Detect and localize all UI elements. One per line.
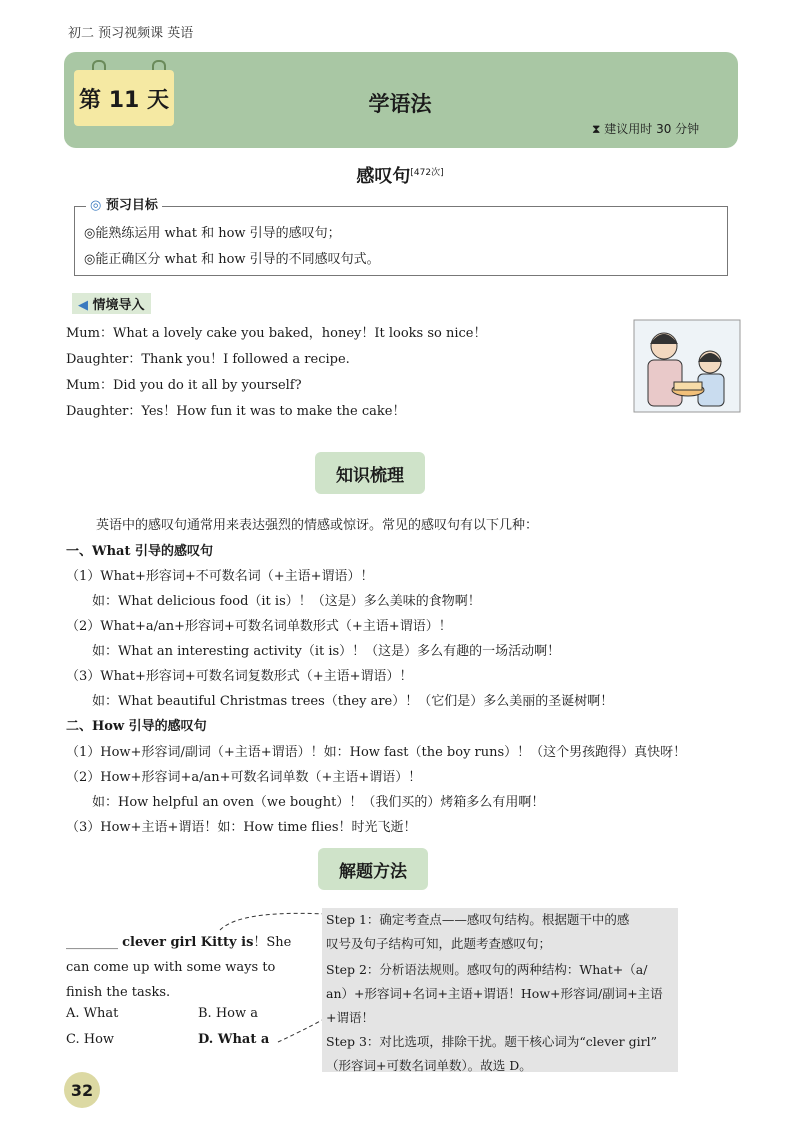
rule-line: （2）What+a/an+形容词+可数名词单数形式（+主语+谓语）！	[66, 619, 452, 634]
step-line: an）+形容词+名词+主语+谓语！How+形容词/副词+主语	[326, 986, 663, 1001]
scene-label	[72, 293, 151, 314]
example-line: 如：How helpful an oven（we bought）！（我们买的）烤箱多么有用啊！	[92, 795, 545, 810]
dialog-line: Daughter：Thank you！I followed a recipe.	[66, 352, 350, 367]
dialog-line: Mum：Did you do it all by yourself?	[66, 378, 302, 393]
mother-daughter-cake-illustration	[632, 318, 742, 414]
dialog-line: Mum：What a lovely cake you baked，honey！It looks so nice！	[66, 326, 487, 341]
question-text: ！She can come up with some ways to finish the tasks.	[66, 935, 292, 1000]
banner-title: 学语法	[368, 92, 432, 116]
section-count: 472次	[413, 168, 441, 178]
scene-label-text: 情境导入	[92, 298, 145, 313]
step-line: Step 2：分析语法规则。感叹句的两种结构：What+（a/	[326, 962, 648, 977]
step-line: Step 1：确定考查点——感叹句结构。根据题干中的感	[326, 912, 630, 927]
hourglass-icon: ⧗	[592, 122, 601, 136]
dialog-line: Daughter：Yes！How fun it was to make the cake！	[66, 404, 406, 419]
how-heading: 二、How 引导的感叹句	[66, 719, 207, 734]
option-d: D. What a	[198, 1032, 270, 1047]
speaker-icon: ◀	[78, 298, 88, 313]
rule-line: （3）How+主语+谓语！如：How time flies！时光飞逝！	[66, 820, 417, 835]
page-number: 32	[64, 1072, 100, 1108]
example-line: 如：What an interesting activity（it is）！（这是）多么有趣的一场活动啊！	[92, 644, 561, 659]
question-keyword: clever girl Kitty is	[122, 935, 254, 950]
example-line: 如：What delicious food（it is）！（这是）多么美味的食物啊！	[92, 594, 481, 609]
section-title: 感叹句[472次]	[356, 166, 444, 187]
option-b: B. How a	[198, 1006, 258, 1021]
knowledge-intro: 英语中的感叹句通常用来表达强烈的情感或惊讶。常见的感叹句有以下几种：	[96, 518, 539, 533]
example-line: 如：What beautiful Christmas trees（they are）！（它们是）多么美丽的圣诞树啊！	[92, 694, 614, 709]
day-tag: 第 11 天	[74, 70, 174, 126]
option-a: A. What	[66, 1006, 119, 1021]
step-line: （形容词+可数名词单数）。故选 D。	[326, 1058, 532, 1073]
option-c: C. How	[66, 1032, 115, 1047]
header-caption: 初二 预习视频课 英语	[68, 26, 194, 41]
rule-line: （3）What+形容词+可数名词复数形式（+主语+谓语）！	[66, 669, 413, 684]
dashed-arrow-connectors	[200, 900, 330, 1050]
goals-label-text: 预习目标	[105, 198, 158, 213]
step-line: +谓语！	[326, 1010, 374, 1025]
goals-label	[86, 194, 162, 213]
what-heading: 一、What 引导的感叹句	[66, 544, 214, 559]
time-hint	[592, 120, 699, 137]
question-blank: ________	[66, 935, 118, 950]
method-heading: 解题方法	[318, 848, 428, 890]
step-line: 叹号及句子结构可知，此题考查感叹句；	[326, 936, 552, 951]
goal-item: ◎能熟练运用 what 和 how 引导的感叹句；	[84, 226, 341, 241]
rule-line: （1）How+形容词/副词（+主语+谓语）！如：How fast（the boy runs）！（这个男孩跑得）真快呀！	[66, 745, 687, 760]
rule-line: （1）What+形容词+不可数名词（+主语+谓语）！	[66, 569, 374, 584]
section-title-text: 感叹句	[356, 166, 411, 187]
goal-item: ◎能正确区分 what 和 how 引导的不同感叹句式。	[84, 252, 380, 267]
step-line: Step 3：对比选项，排除干扰。题干核心词为“clever girl”	[326, 1034, 657, 1049]
rule-line: （2）How+形容词+a/an+可数名词单数（+主语+谓语）！	[66, 770, 422, 785]
target-icon: ◎	[90, 198, 102, 213]
knowledge-heading: 知识梳理	[315, 452, 425, 494]
time-hint-text: 建议用时 30 分钟	[604, 122, 700, 136]
